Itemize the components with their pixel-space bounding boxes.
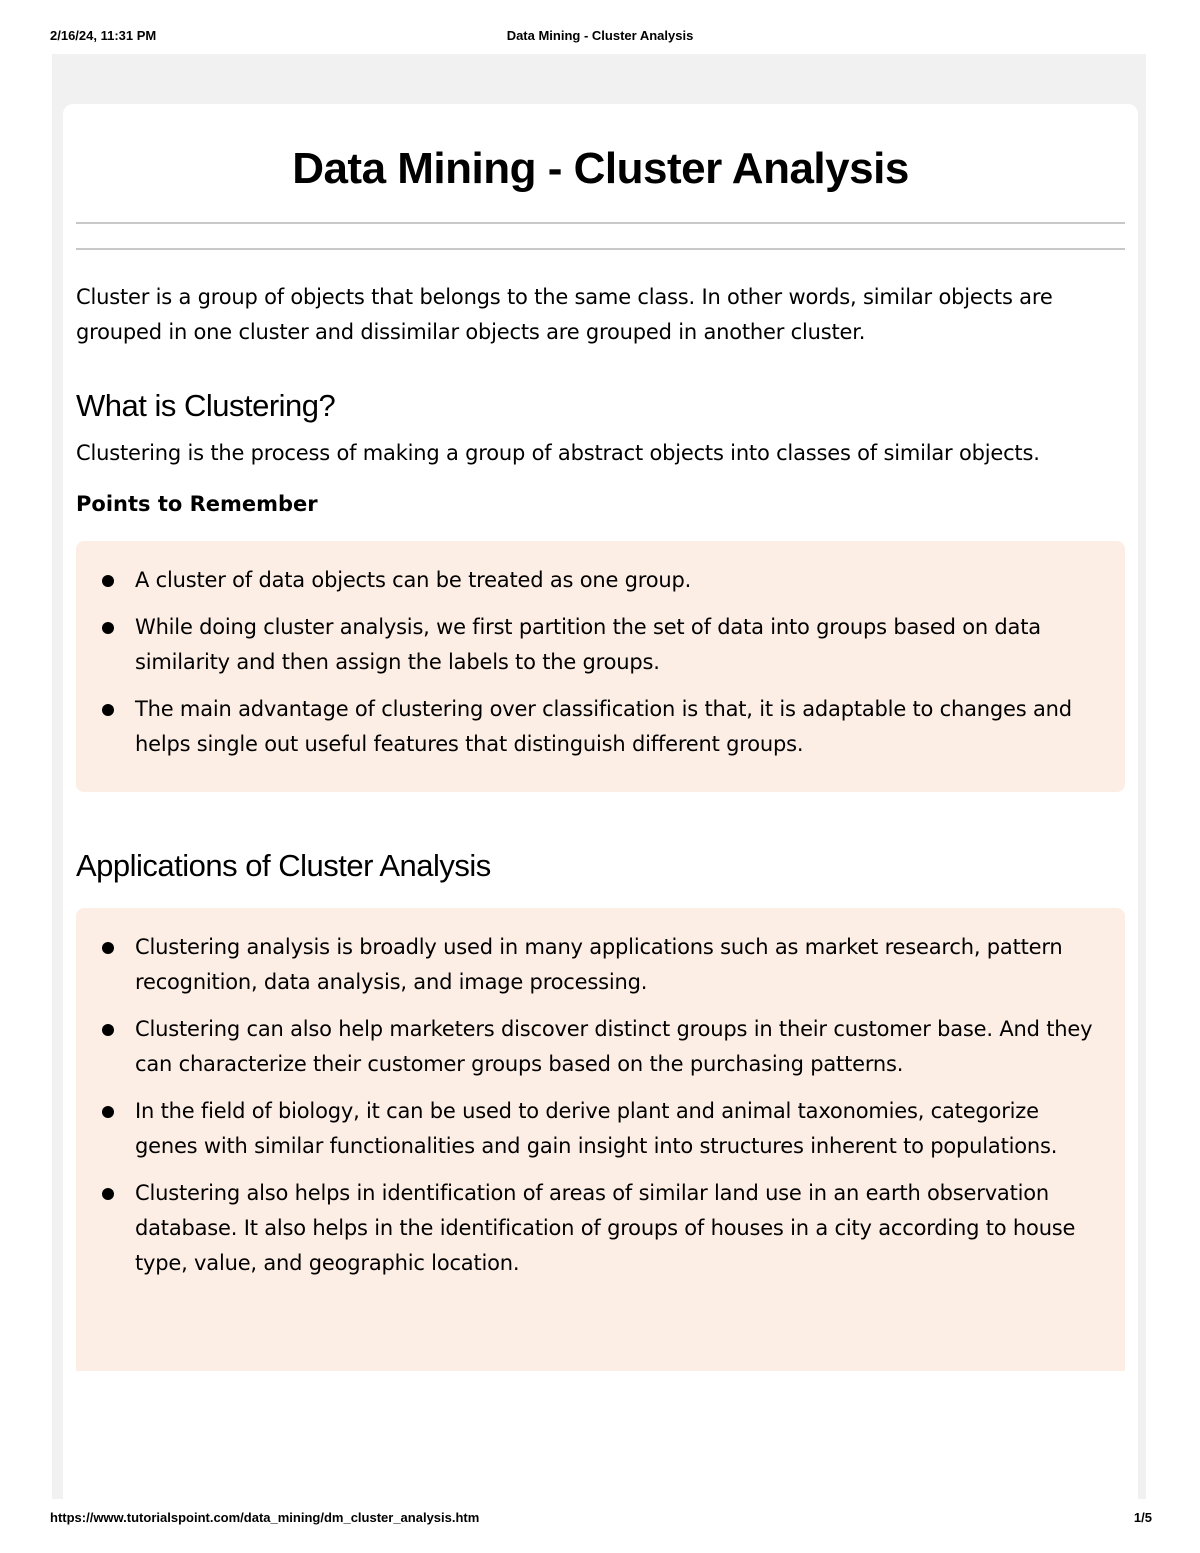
print-footer [0,1510,1200,1530]
list-item-text: Clustering analysis is broadly used in many applications such as market research, pattern recognition, data analysis, and image processing. [135,935,1063,994]
bullet-icon [102,575,114,587]
list-item-text: A cluster of data objects can be treated as one group. [135,568,692,592]
list-item-text: Clustering can also help marketers discover distinct groups in their customer base. And they can characterize their customer groups based on the purchasing patterns. [135,1017,1093,1076]
list-item-text: While doing cluster analysis, we first partition the set of data into groups based on data similarity and then assign the labels to the groups. [135,615,1041,674]
section-heading-applications: Applications of Cluster Analysis [76,848,491,883]
bullet-icon [102,704,114,716]
print-datetime: 2/16/24, 11:31 PM [50,28,157,43]
bullet-icon [102,1188,114,1200]
bullet-icon [102,622,114,634]
applications-box [76,908,1125,1371]
list-item [98,930,1105,1000]
list-item-text: Clustering also helps in identification of areas of similar land use in an earth observation database. It also helps in the identification of groups of houses in a city according to house type, value, and geographic location. [135,1181,1076,1275]
applications-list [98,930,1105,1281]
points-list [98,563,1105,762]
list-item [98,610,1105,680]
list-item-text: The main advantage of clustering over classification is that, it is adaptable to changes and helps single out useful features that distinguish different groups. [135,697,1072,756]
print-page-title: Data Mining - Cluster Analysis [506,28,694,43]
list-item [98,1012,1105,1082]
page-title: Data Mining - Cluster Analysis [292,144,909,193]
points-box [76,541,1125,792]
clustering-definition: Clustering is the process of making a group of abstract objects into classes of similar objects. [76,441,1040,465]
print-page-number: 1/5 [1133,1510,1152,1525]
print-header [0,28,1200,48]
intro-paragraph: Cluster is a group of objects that belongs to the same class. In other words, similar objects are grouped in one cluster and dissimilar objects are grouped in another cluster. [76,285,1053,344]
bullet-icon [102,1106,114,1118]
section-heading-clustering: What is Clustering? [76,388,336,423]
article [76,104,1125,1371]
divider [76,248,1125,250]
print-url[interactable]: https://www.tutorialspoint.com/data_mining/dm_cluster_analysis.htm [50,1510,480,1525]
list-item-text: In the field of biology, it can be used to derive plant and animal taxonomies, categorize genes with similar functionalities and gain insight into structures inherent to populations. [135,1099,1058,1158]
bullet-icon [102,942,114,954]
points-to-remember-heading: Points to Remember [76,492,318,516]
list-item [98,692,1105,762]
list-item [98,563,1105,598]
bullet-icon [102,1024,114,1036]
list-item [98,1094,1105,1164]
list-item [98,1176,1105,1281]
divider [76,222,1125,224]
